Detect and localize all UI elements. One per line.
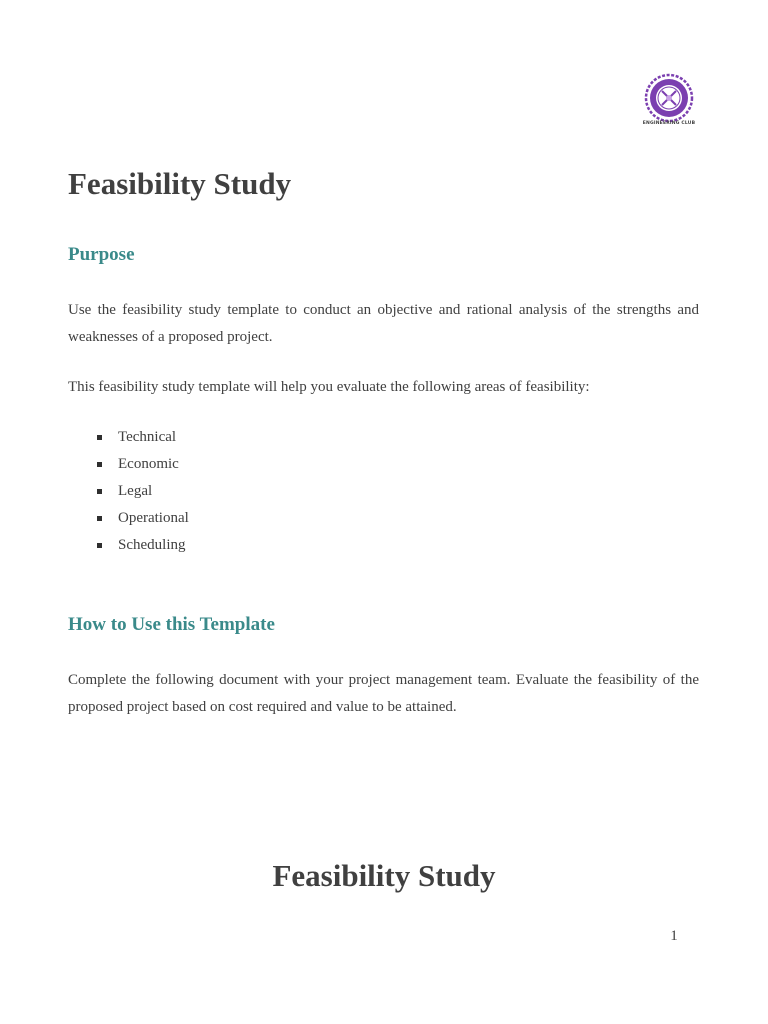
how-to-paragraph: Complete the following document with your project management team. Evaluate the feasibility of the proposed project based on cost required and value to be attained.	[68, 672, 699, 715]
purpose-heading: Purpose	[68, 244, 135, 265]
document-title: Feasibility Study	[68, 166, 292, 201]
bullet-square-icon	[97, 516, 102, 521]
bullet-square-icon	[97, 462, 102, 467]
list-item	[68, 505, 189, 532]
list-item-label: Legal	[118, 483, 153, 499]
list-item	[68, 478, 189, 505]
list-item-label: Scheduling	[118, 537, 186, 553]
list-item	[68, 451, 189, 478]
purpose-paragraph-1: Use the feasibility study template to conduct an objective and rational analysis of the strengths and weaknesses of a proposed project.	[68, 302, 699, 345]
section-title: Feasibility Study	[272, 858, 496, 893]
bullet-square-icon	[97, 543, 102, 548]
list-item	[68, 532, 189, 559]
bullet-square-icon	[97, 489, 102, 494]
page-number: 1	[670, 928, 678, 944]
how-to-heading: How to Use this Template	[68, 614, 275, 635]
list-item	[68, 424, 189, 451]
list-item-label: Technical	[118, 429, 177, 445]
list-item-label: Operational	[118, 510, 189, 526]
list-item-label: Economic	[118, 456, 179, 472]
purpose-paragraph-2: This feasibility study template will help you evaluate the following areas of feasibility:	[68, 379, 590, 395]
logo-caption: ENGINEERING CLUB	[642, 121, 696, 126]
feasibility-areas-list	[68, 424, 189, 559]
bullet-square-icon	[97, 435, 102, 440]
